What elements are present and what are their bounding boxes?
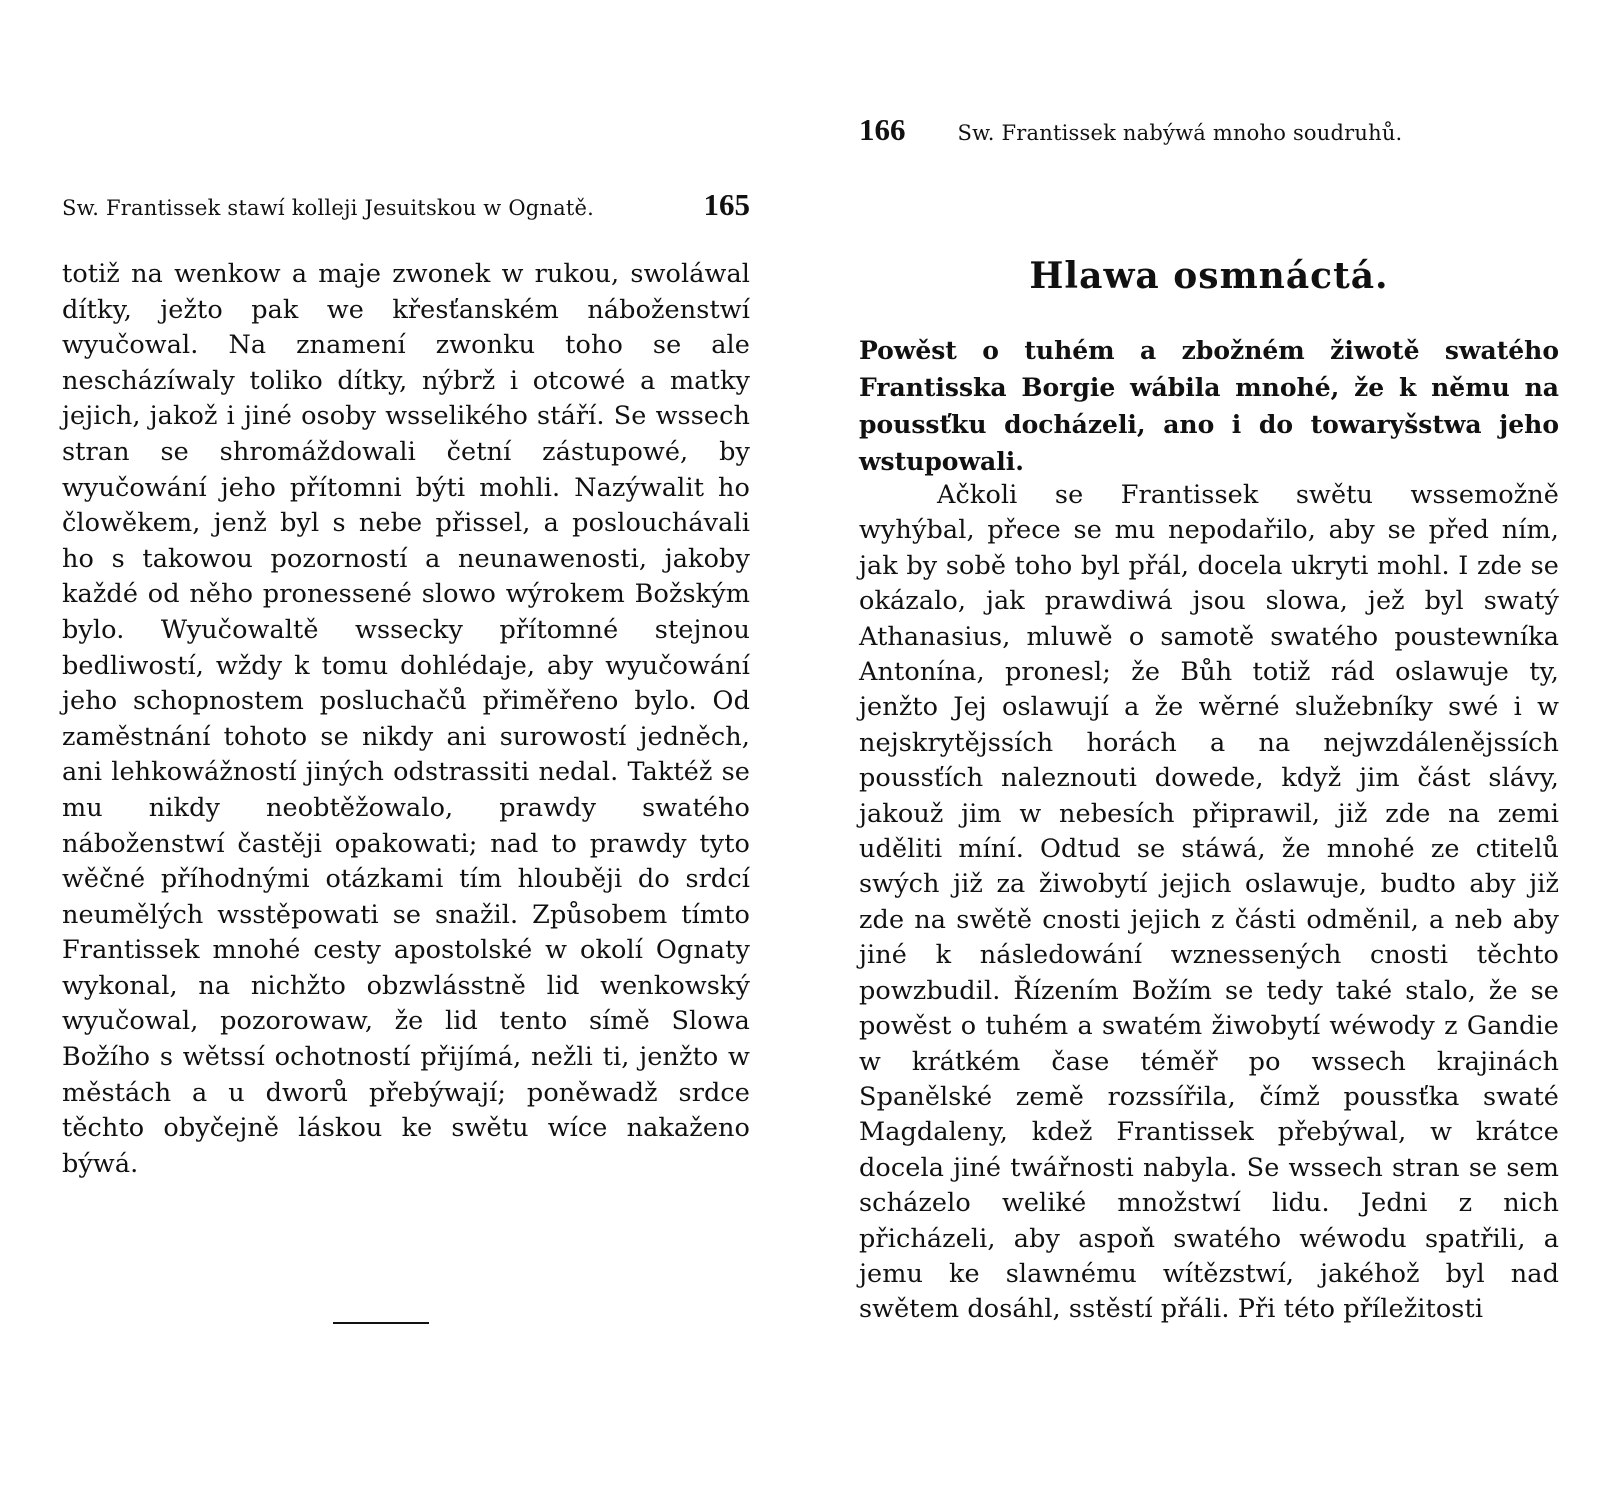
- right-header-title: Sw. Frantissek nabýwá mnoho soudruhů.: [957, 121, 1403, 145]
- left-body-paragraph: totiž na wenkow a maje zwonek w rukou, swoláwal dítky, ježto pak we křesťanském náboženstwí wyučowal. Na znamení zwonku toho se ale nescházíwaly toliko dítky, nýbrž i otcowé a matky jejich, jakož i jiné osoby wsselikého stáří. Se wssech stran se shromáždowali četní zástupowé, by wyučowání jeho přítomni býti mohli. Nazýwalit ho člowěkem, jenž byl s nebe přissel, a poslouchávali ho s takowou pozorností a neunawenosti, jakoby každé od něho pronessené slowo wýrokem Božským bylo. Wyučowaltě wssecky přítomné stejnou bedliwostí, wždy k tomu dohlédaje, aby wyučowání jeho schopnostem posluchačů přiměřeno bylo. Od zaměstnání tohoto se nikdy ani surowostí jedněch, ani lehkowážností jiných odstrassiti nedal. Taktéž se mu nikdy neobtěžowalo, prawdy swatého náboženstwí častěji opakowati; nad to prawdy tyto wěčné příhodnými otázkami tím hlouběji do srdcí neumělých wsstěpowati se snažil. Způsobem tímto Frantissek mnohé cesty apostolské w okolí Ognaty wykonal, na nichžto obzwlásstně lid wenkowský wyučowal, pozorowaw, že lid tento símě Slowa Božího s wětssí ochotností přijímá, nežli ti, jenžto w městách a u dworů přebýwají; poněwadž srdce těchto obyčejně láskou ke swětu wíce nakaženo býwá.: [62, 259, 750, 1179]
- chapter-title: Hlawa osmnáctá.: [1029, 255, 1389, 297]
- left-header-title: Sw. Frantissek stawí kolleji Jesuitskou w Ognatě.: [62, 196, 594, 220]
- right-page: [803, 0, 1606, 1500]
- left-body-text-block: [62, 257, 750, 1182]
- chapter-summary: Powěst o tuhém a zbožném žiwotě swatého Frantisska Borgie wábila mnohé, že k němu na poussťku docházeli, ano i do towaryšstwa jeho wstupowali.: [859, 336, 1559, 476]
- right-body-text-block: [859, 478, 1559, 1328]
- left-running-header: [62, 187, 750, 223]
- left-page-number: 165: [703, 187, 750, 222]
- right-running-header: [859, 112, 1559, 148]
- end-of-chapter-rule: [333, 1322, 429, 1324]
- right-page-number: 166: [859, 112, 906, 147]
- right-body-paragraph: Ačkoli se Frantissek swětu wssemožně wyhýbal, přece se mu nepodařilo, aby se před ním, jak by sobě toho byl přál, docela ukryti mohl. I zde se okázalo, jak prawdiwá jsou slowa, jež byl swatý Athanasius, mluwě o samotě swatého poustewníka Antonína, pronesl; že Bůh totiž rád oslawuje ty, jenžto Jej oslawují a že wěrné služebníky swé i w nejskrytějssích horách a na nejwzdálenějssích poussťích naleznouti dowede, když jim část slávy, jakouž jim w nebesích připrawil, již zde na zemi uděliti míní. Odtud se stáwá, že mnohé ze ctitelů swých již za žiwobytí jejich oslawuje, budto aby již zde na swětě cnosti jejich z části odměnil, a neb aby jiné k následowání wznessených cnosti těchto powzbudil. Řízením Božím se tedy také stalo, že se powěst o tuhém a swatém žiwobytí wéwody z Gandie w krátkém čase téměř po wssech krajinách Spanělské země rozssířila, čímž poussťka swaté Magdaleny, kdež Frantissek přebýwal, w krátce docela jiné twářnosti nabyla. Se wssech stran se sem scházelo weliké množstwí lidu. Jedni z nich přicházeli, aby aspoň swatého wéwodu spatřili, a jemu ke slawnému wítězstwí, jakéhož byl nad swětem dosáhl, sstěstí přáli. Při této příležitosti: [859, 480, 1559, 1325]
